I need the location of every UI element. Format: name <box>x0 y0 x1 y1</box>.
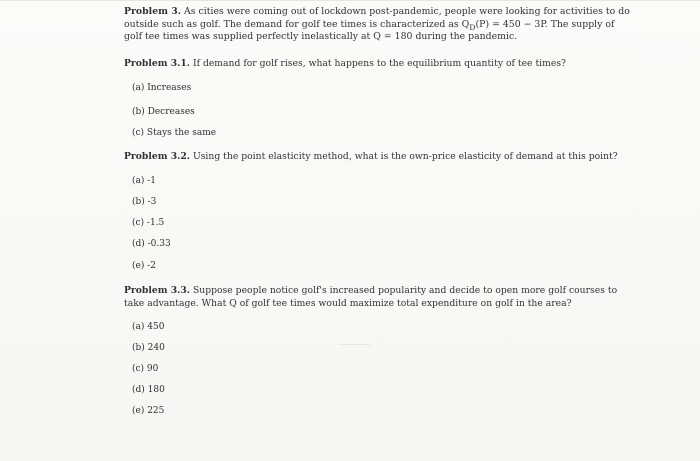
problem-3-3-title: Problem 3.3. <box>124 285 190 296</box>
choice-3-3-d: (d) 180 <box>132 385 165 395</box>
choice-3-3-b: (b) 240 <box>132 343 165 353</box>
demand-subscript: D <box>469 22 476 32</box>
problem-3-1-title: Problem 3.1. <box>124 58 190 69</box>
problem-3-1-text: If demand for golf rises, what happens to the equilibrium quantity of tee times? <box>192 58 566 69</box>
problem-3-text-3: golf tee times was supplied perfectly inelastically at Q = 180 during the pandemic. <box>124 31 518 42</box>
problem-3-line-3 <box>124 31 517 43</box>
problem-3-2-text: Using the point elasticity method, what is the own-price elasticity of demand at this point? <box>192 151 618 162</box>
choice-3-3-e: (e) 225 <box>132 406 165 416</box>
problem-3-text-2: outside such as golf. The demand for golf tee times is characterized as Q <box>124 19 470 30</box>
problem-3-3-line-2 <box>124 298 572 310</box>
choice-3-3-a: (a) 450 <box>132 322 165 332</box>
problem-3-line-1 <box>124 6 630 18</box>
problem-3-2-question <box>124 151 618 163</box>
choice-3-1-c: (c) Stays the same <box>132 128 217 138</box>
problem-3-title: Problem 3. <box>124 6 182 17</box>
choice-3-1-b: (b) Decreases <box>132 107 195 117</box>
problem-3-text-2-tail: (P) = 450 − 3P. The supply of <box>475 19 615 30</box>
problem-3-3-line-1 <box>124 285 617 297</box>
problem-3-2-title: Problem 3.2. <box>124 151 190 162</box>
choice-3-1-a: (a) Increases <box>132 83 192 93</box>
choice-3-2-c: (c) -1.5 <box>132 218 165 228</box>
choice-3-2-d: (d) -0.33 <box>132 239 171 249</box>
choice-3-2-a: (a) -1 <box>132 176 157 186</box>
choice-3-2-e: (e) -2 <box>132 261 156 271</box>
problem-3-3-text-2: take advantage. What Q of golf tee times would maximize total expenditure on golf in the area? <box>124 298 572 309</box>
choice-3-2-b: (b) -3 <box>132 197 157 207</box>
problem-3-3-text-1: Suppose people notice golf's increased popularity and decide to open more golf courses to <box>192 285 618 296</box>
top-edge <box>0 0 700 1</box>
faint-pen-mark <box>338 344 370 345</box>
problem-3-text-1: As cities were coming out of lockdown post-pandemic, people were looking for activities to do <box>184 6 630 17</box>
problem-3-1-question <box>124 58 566 70</box>
choice-3-3-c: (c) 90 <box>132 364 159 374</box>
